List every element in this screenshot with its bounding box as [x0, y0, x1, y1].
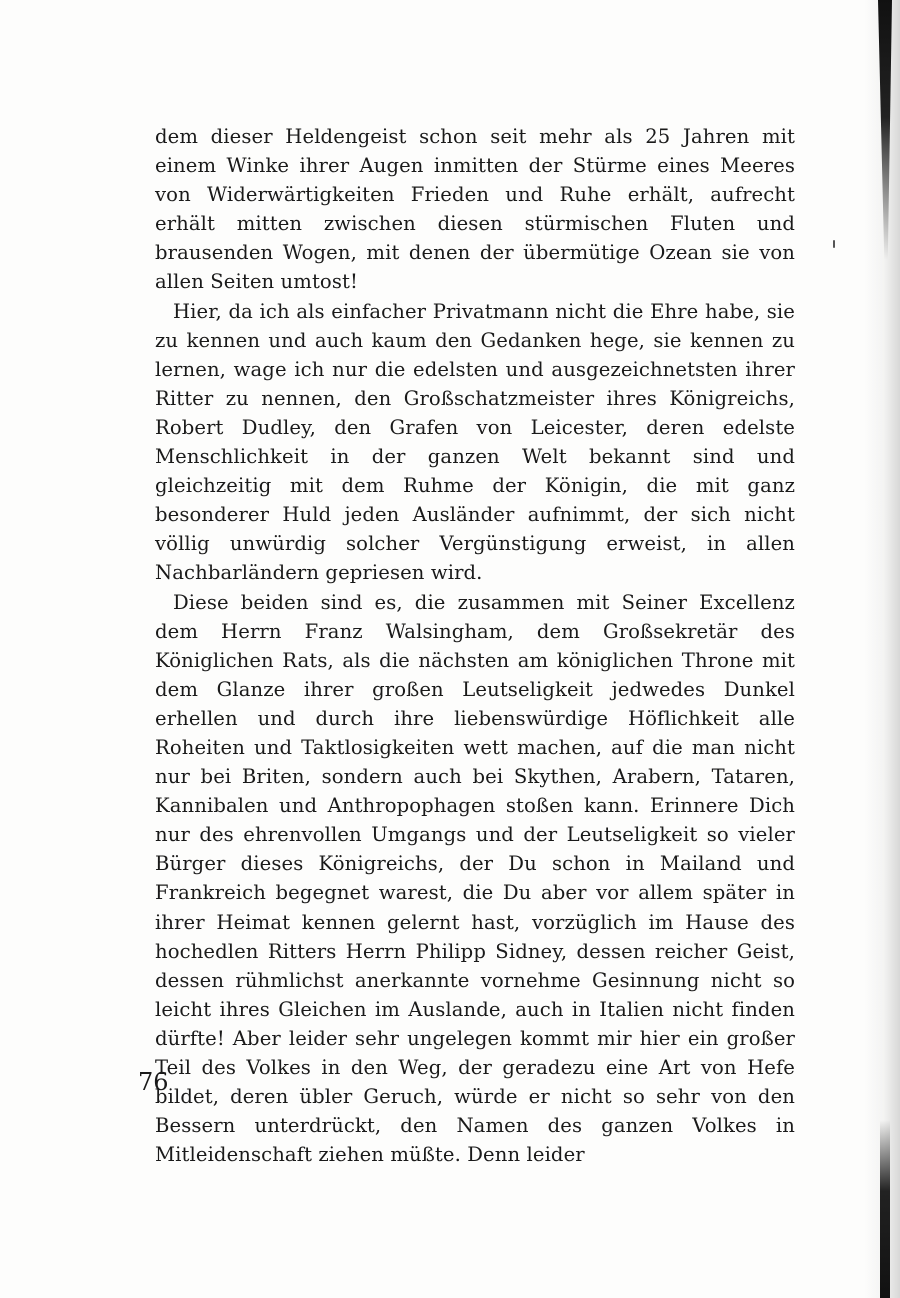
scan-edge-mark-bottom — [880, 1120, 890, 1298]
scan-speck — [833, 240, 835, 248]
paragraph-1: dem dieser Heldengeist schon seit mehr als 25 Jahren mit einem Winke ihrer Augen inmitten der Stürme eines Meeres von Widerwärtigkeiten Frieden und Ruhe erhält, aufrecht erhält mitten zwischen diesen stürmischen Fluten und brausenden Wogen, mit denen der übermütige Ozean sie von allen Seiten umtost! — [155, 125, 795, 294]
paragraph-2: Hier, da ich als einfacher Privatmann nicht die Ehre habe, sie zu kennen und auch kaum den Gedanken hege, sie kennen zu lernen, wage ich nur die edelsten und ausgezeichnetsten ihrer Ritter zu nennen, den Großschatzmeister ihres Königreichs, Robert Dudley, den Grafen von Leicester, deren edelste Menschlichkeit in der ganzen Welt bekannt sind und gleichzeitig mit dem Ruhme der Königin, die mit ganz besonderer Huld jeden Ausländer aufnimmt, der sich nicht völlig unwürdig solcher Vergünstigung erweist, in allen Nachbarländern gepriesen wird. — [155, 299, 795, 585]
page-edge-shadow — [864, 0, 900, 1298]
page-body-text — [155, 122, 795, 1169]
page-number: 76 — [138, 1068, 169, 1096]
paragraph-3: Diese beiden sind es, die zusammen mit Seiner Excellenz dem Herrn Franz Walsingham, dem Großsekretär des Königlichen Rats, als die nächsten am königlichen Throne mit dem Glanze ihrer großen Leutseligkeit jedwedes Dunkel erhellen und durch ihre liebenswürdige Höflichkeit alle Roheiten und Taktlosigkeiten wett machen, auf die man nicht nur bei Briten, sondern auch bei Skythen, Arabern, Tataren, Kannibalen und Anthropophagen stoßen kann. Erinnere Dich nur des ehrenvollen Umgangs und der Leutseligkeit so vieler Bürger dieses Königreichs, der Du schon in Mailand und Frankreich begegnet warest, die Du aber vor allem später in ihrer Heimat kennen gelernt hast, vorzüglich im Hause des hochedlen Ritters Herrn Philipp Sidney, dessen reicher Geist, dessen rühmlichst anerkannte vornehme Gesinnung nicht so leicht ihres Gleichen im Auslande, auch in Italien nicht finden dürfte! Aber leider sehr ungelegen kommt mir hier ein großer Teil des Volkes in den Weg, der geradezu eine Art von Hefe bildet, deren übler Geruch, würde er nicht so sehr von den Bessern unterdrückt, den Namen des ganzen Volkes in Mitleidenschaft ziehen müßte. Denn leider — [155, 590, 795, 1167]
